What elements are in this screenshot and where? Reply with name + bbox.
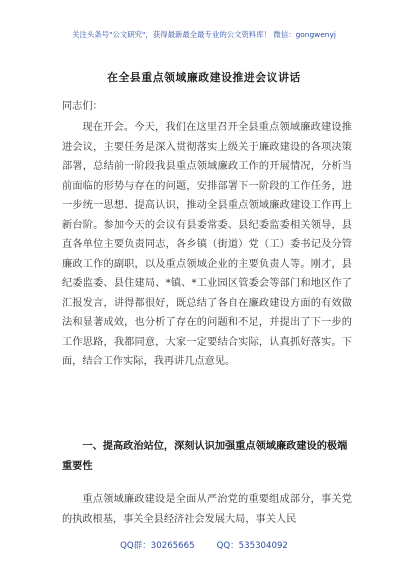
greeting: 同志们： bbox=[62, 101, 103, 112]
promo-banner: 关注头条号"公文研究"，获得最新最全最专业的公文资料库！ 微信：gongwenyj bbox=[72, 30, 336, 39]
section-heading-1: 一、提高政治站位，深刻认识加强重点领域廉政建设的极端重要性 bbox=[62, 441, 348, 472]
qq-group-text: QQ群：30265665 bbox=[120, 541, 195, 551]
contact-footer bbox=[0, 539, 408, 551]
document-title: 在全县重点领域廉政建设推进会议讲话 bbox=[107, 71, 301, 84]
paragraph-2: 重点领域廉政建设是全面从严治党的重要组成部分，事关党的执政根基，事关全县经济社会发展大局，事关人民 bbox=[62, 494, 352, 525]
paragraph-1: 现在开会。今天，我们在这里召开全县重点领域廉政建设推进会议，主要任务是深入贯彻落实上级关于廉政建设的各项决策部署，总结前一阶段我县重点领域廉政工作的开展情况，分析当前面临的形势与存在的问题，安排部署下一阶段的工作任务，进一步统一思想、提高认识，推动全县重点领域廉政建设工作再上新台阶。参加今天的会议有县委常委、县纪委监委相关领导，县直各单位主要负责同志，各乡镇（街道）党（工）委书记及分管廉政工作的副职，以及重点领域企业的主要负责人等。刚才，县纪委监委、县住建局、*镇、*工业园区管委会等部门和地区作了汇报发言，讲得都很好，既总结了各自在廉政建设方面的有效做法和显著成效，也分析了存在的问题和不足，并提出了下一步的工作思路，我都同意，大家一定要结合实际，认真抓好落实。下面，结合工作实际，我再讲几点意见。 bbox=[62, 122, 352, 367]
qq-text: QQ：535304092 bbox=[216, 541, 288, 551]
